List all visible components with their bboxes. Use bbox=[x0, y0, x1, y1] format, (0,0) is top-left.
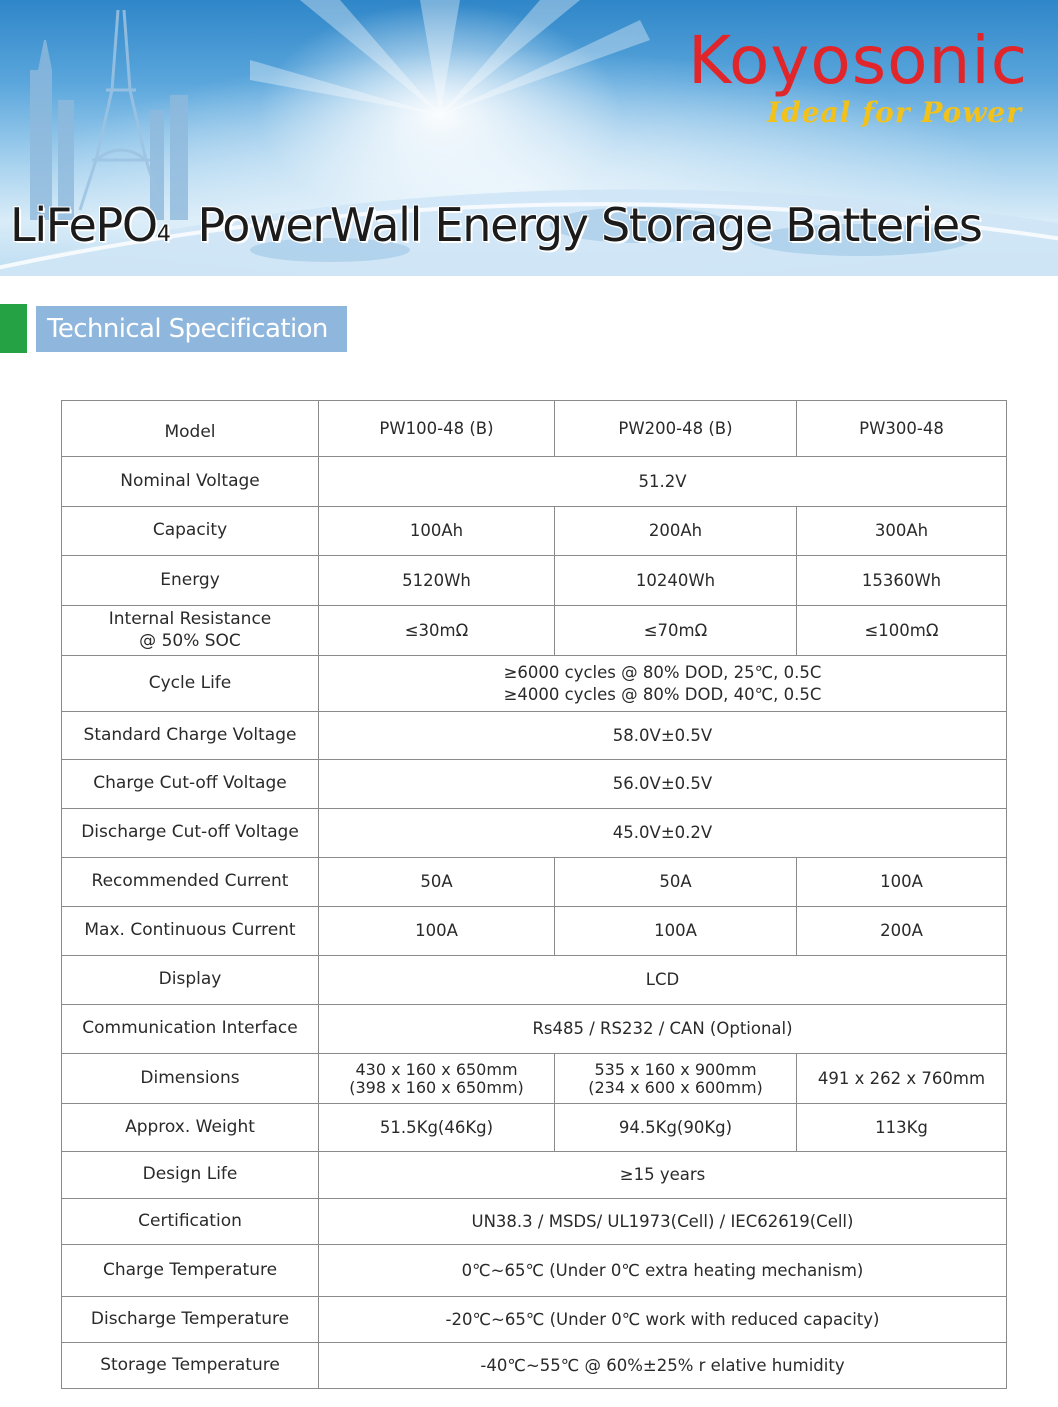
row-label: Display bbox=[62, 956, 319, 1005]
row-label: Charge Temperature bbox=[62, 1245, 319, 1297]
row-label-line: Internal Resistance bbox=[108, 608, 272, 629]
spec-value-line: ≥6000 cycles @ 80% DOD, 25℃, 0.5C bbox=[503, 663, 822, 683]
spec-value: 50A bbox=[555, 858, 797, 907]
spec-value: UN38.3 / MSDS/ UL1973(Cell) / IEC62619(Cell) bbox=[319, 1199, 1007, 1245]
spec-value: 10240Wh bbox=[555, 556, 797, 606]
spec-value: 100Ah bbox=[319, 507, 555, 556]
title-subscript: 4 bbox=[156, 222, 171, 247]
model-label: Model bbox=[62, 401, 319, 457]
spec-value bbox=[797, 1054, 1007, 1104]
spec-value: -40℃~55℃ @ 60%±25% r elative humidity bbox=[319, 1343, 1007, 1389]
table-row bbox=[62, 1245, 1007, 1297]
spec-value bbox=[319, 1054, 555, 1104]
row-label: Cycle Life bbox=[62, 656, 319, 712]
table-header-row bbox=[62, 401, 1007, 457]
spec-value: 100A bbox=[555, 907, 797, 956]
spec-value: 5120Wh bbox=[319, 556, 555, 606]
table-row bbox=[62, 1343, 1007, 1389]
spec-value bbox=[319, 656, 1007, 712]
section-accent-bar bbox=[0, 304, 27, 353]
table-row bbox=[62, 507, 1007, 556]
spec-value: ≤70mΩ bbox=[555, 606, 797, 656]
spec-value: 51.2V bbox=[319, 457, 1007, 507]
spec-value: 94.5Kg(90Kg) bbox=[555, 1104, 797, 1152]
row-label: Discharge Cut-off Voltage bbox=[62, 809, 319, 858]
table-row bbox=[62, 1104, 1007, 1152]
table-row bbox=[62, 1005, 1007, 1054]
spec-value: ≤100mΩ bbox=[797, 606, 1007, 656]
spec-value-line: (398 x 160 x 650mm) bbox=[349, 1077, 524, 1097]
spec-value: 200Ah bbox=[555, 507, 797, 556]
row-label: Dimensions bbox=[62, 1054, 319, 1104]
spec-value: 56.0V±0.5V bbox=[319, 760, 1007, 809]
table-row bbox=[62, 656, 1007, 712]
spec-value: 51.5Kg(46Kg) bbox=[319, 1104, 555, 1152]
spec-value: ≥15 years bbox=[319, 1152, 1007, 1199]
spec-value: 113Kg bbox=[797, 1104, 1007, 1152]
spec-value: 45.0V±0.2V bbox=[319, 809, 1007, 858]
header-banner bbox=[0, 0, 1058, 276]
model-name: PW200-48 (B) bbox=[555, 401, 797, 457]
table-row bbox=[62, 760, 1007, 809]
spec-value: 15360Wh bbox=[797, 556, 1007, 606]
table-row bbox=[62, 956, 1007, 1005]
spec-value: Rs485 / RS232 / CAN (Optional) bbox=[319, 1005, 1007, 1054]
row-label: Charge Cut-off Voltage bbox=[62, 760, 319, 809]
table-row bbox=[62, 712, 1007, 760]
row-label: Capacity bbox=[62, 507, 319, 556]
spec-value: 100A bbox=[319, 907, 555, 956]
spec-value: 0℃~65℃ (Under 0℃ extra heating mechanism) bbox=[319, 1245, 1007, 1297]
table-row bbox=[62, 1199, 1007, 1245]
row-label: Communication Interface bbox=[62, 1005, 319, 1054]
spec-value-line: 491 x 262 x 760mm bbox=[817, 1068, 986, 1088]
spec-table bbox=[61, 400, 1007, 1389]
table-row bbox=[62, 1152, 1007, 1199]
model-name: PW100-48 (B) bbox=[319, 401, 555, 457]
row-label: Design Life bbox=[62, 1152, 319, 1199]
row-label: Storage Temperature bbox=[62, 1343, 319, 1389]
brand-tagline: Ideal for Power bbox=[767, 96, 1022, 129]
row-label: Nominal Voltage bbox=[62, 457, 319, 507]
row-label: Standard Charge Voltage bbox=[62, 712, 319, 760]
table-row bbox=[62, 606, 1007, 656]
spec-value-line: 430 x 160 x 650mm bbox=[355, 1059, 518, 1079]
row-label: Recommended Current bbox=[62, 858, 319, 907]
title-part-1: LiFePO bbox=[10, 198, 157, 252]
row-label: Max. Continuous Current bbox=[62, 907, 319, 956]
row-label: Energy bbox=[62, 556, 319, 606]
table-row bbox=[62, 1297, 1007, 1343]
table-row bbox=[62, 556, 1007, 606]
spec-value: 100A bbox=[797, 858, 1007, 907]
spec-value: 300Ah bbox=[797, 507, 1007, 556]
table-row bbox=[62, 809, 1007, 858]
spec-value: -20℃~65℃ (Under 0℃ work with reduced capacity) bbox=[319, 1297, 1007, 1343]
spec-value: LCD bbox=[319, 956, 1007, 1005]
row-label: Discharge Temperature bbox=[62, 1297, 319, 1343]
section-heading: Technical Specification bbox=[36, 306, 347, 352]
row-label: Approx. Weight bbox=[62, 1104, 319, 1152]
spec-value-line: 535 x 160 x 900mm bbox=[594, 1059, 757, 1079]
page-title bbox=[10, 198, 982, 252]
table-row bbox=[62, 1054, 1007, 1104]
brand-logo-name: Koyosonic bbox=[687, 22, 1028, 99]
title-part-2: PowerWall Energy Storage Batteries bbox=[170, 198, 982, 252]
spec-value: 200A bbox=[797, 907, 1007, 956]
row-label bbox=[62, 606, 319, 656]
table-row bbox=[62, 457, 1007, 507]
table-row bbox=[62, 907, 1007, 956]
spec-value-line: ≥4000 cycles @ 80% DOD, 40℃, 0.5C bbox=[503, 684, 822, 704]
spec-value bbox=[555, 1054, 797, 1104]
spec-value: 50A bbox=[319, 858, 555, 907]
model-name: PW300-48 bbox=[797, 401, 1007, 457]
row-label-line: @ 50% SOC bbox=[139, 630, 241, 651]
spec-value: 58.0V±0.5V bbox=[319, 712, 1007, 760]
row-label: Certification bbox=[62, 1199, 319, 1245]
table-row bbox=[62, 858, 1007, 907]
spec-value: ≤30mΩ bbox=[319, 606, 555, 656]
spec-value-line: (234 x 600 x 600mm) bbox=[588, 1077, 763, 1097]
